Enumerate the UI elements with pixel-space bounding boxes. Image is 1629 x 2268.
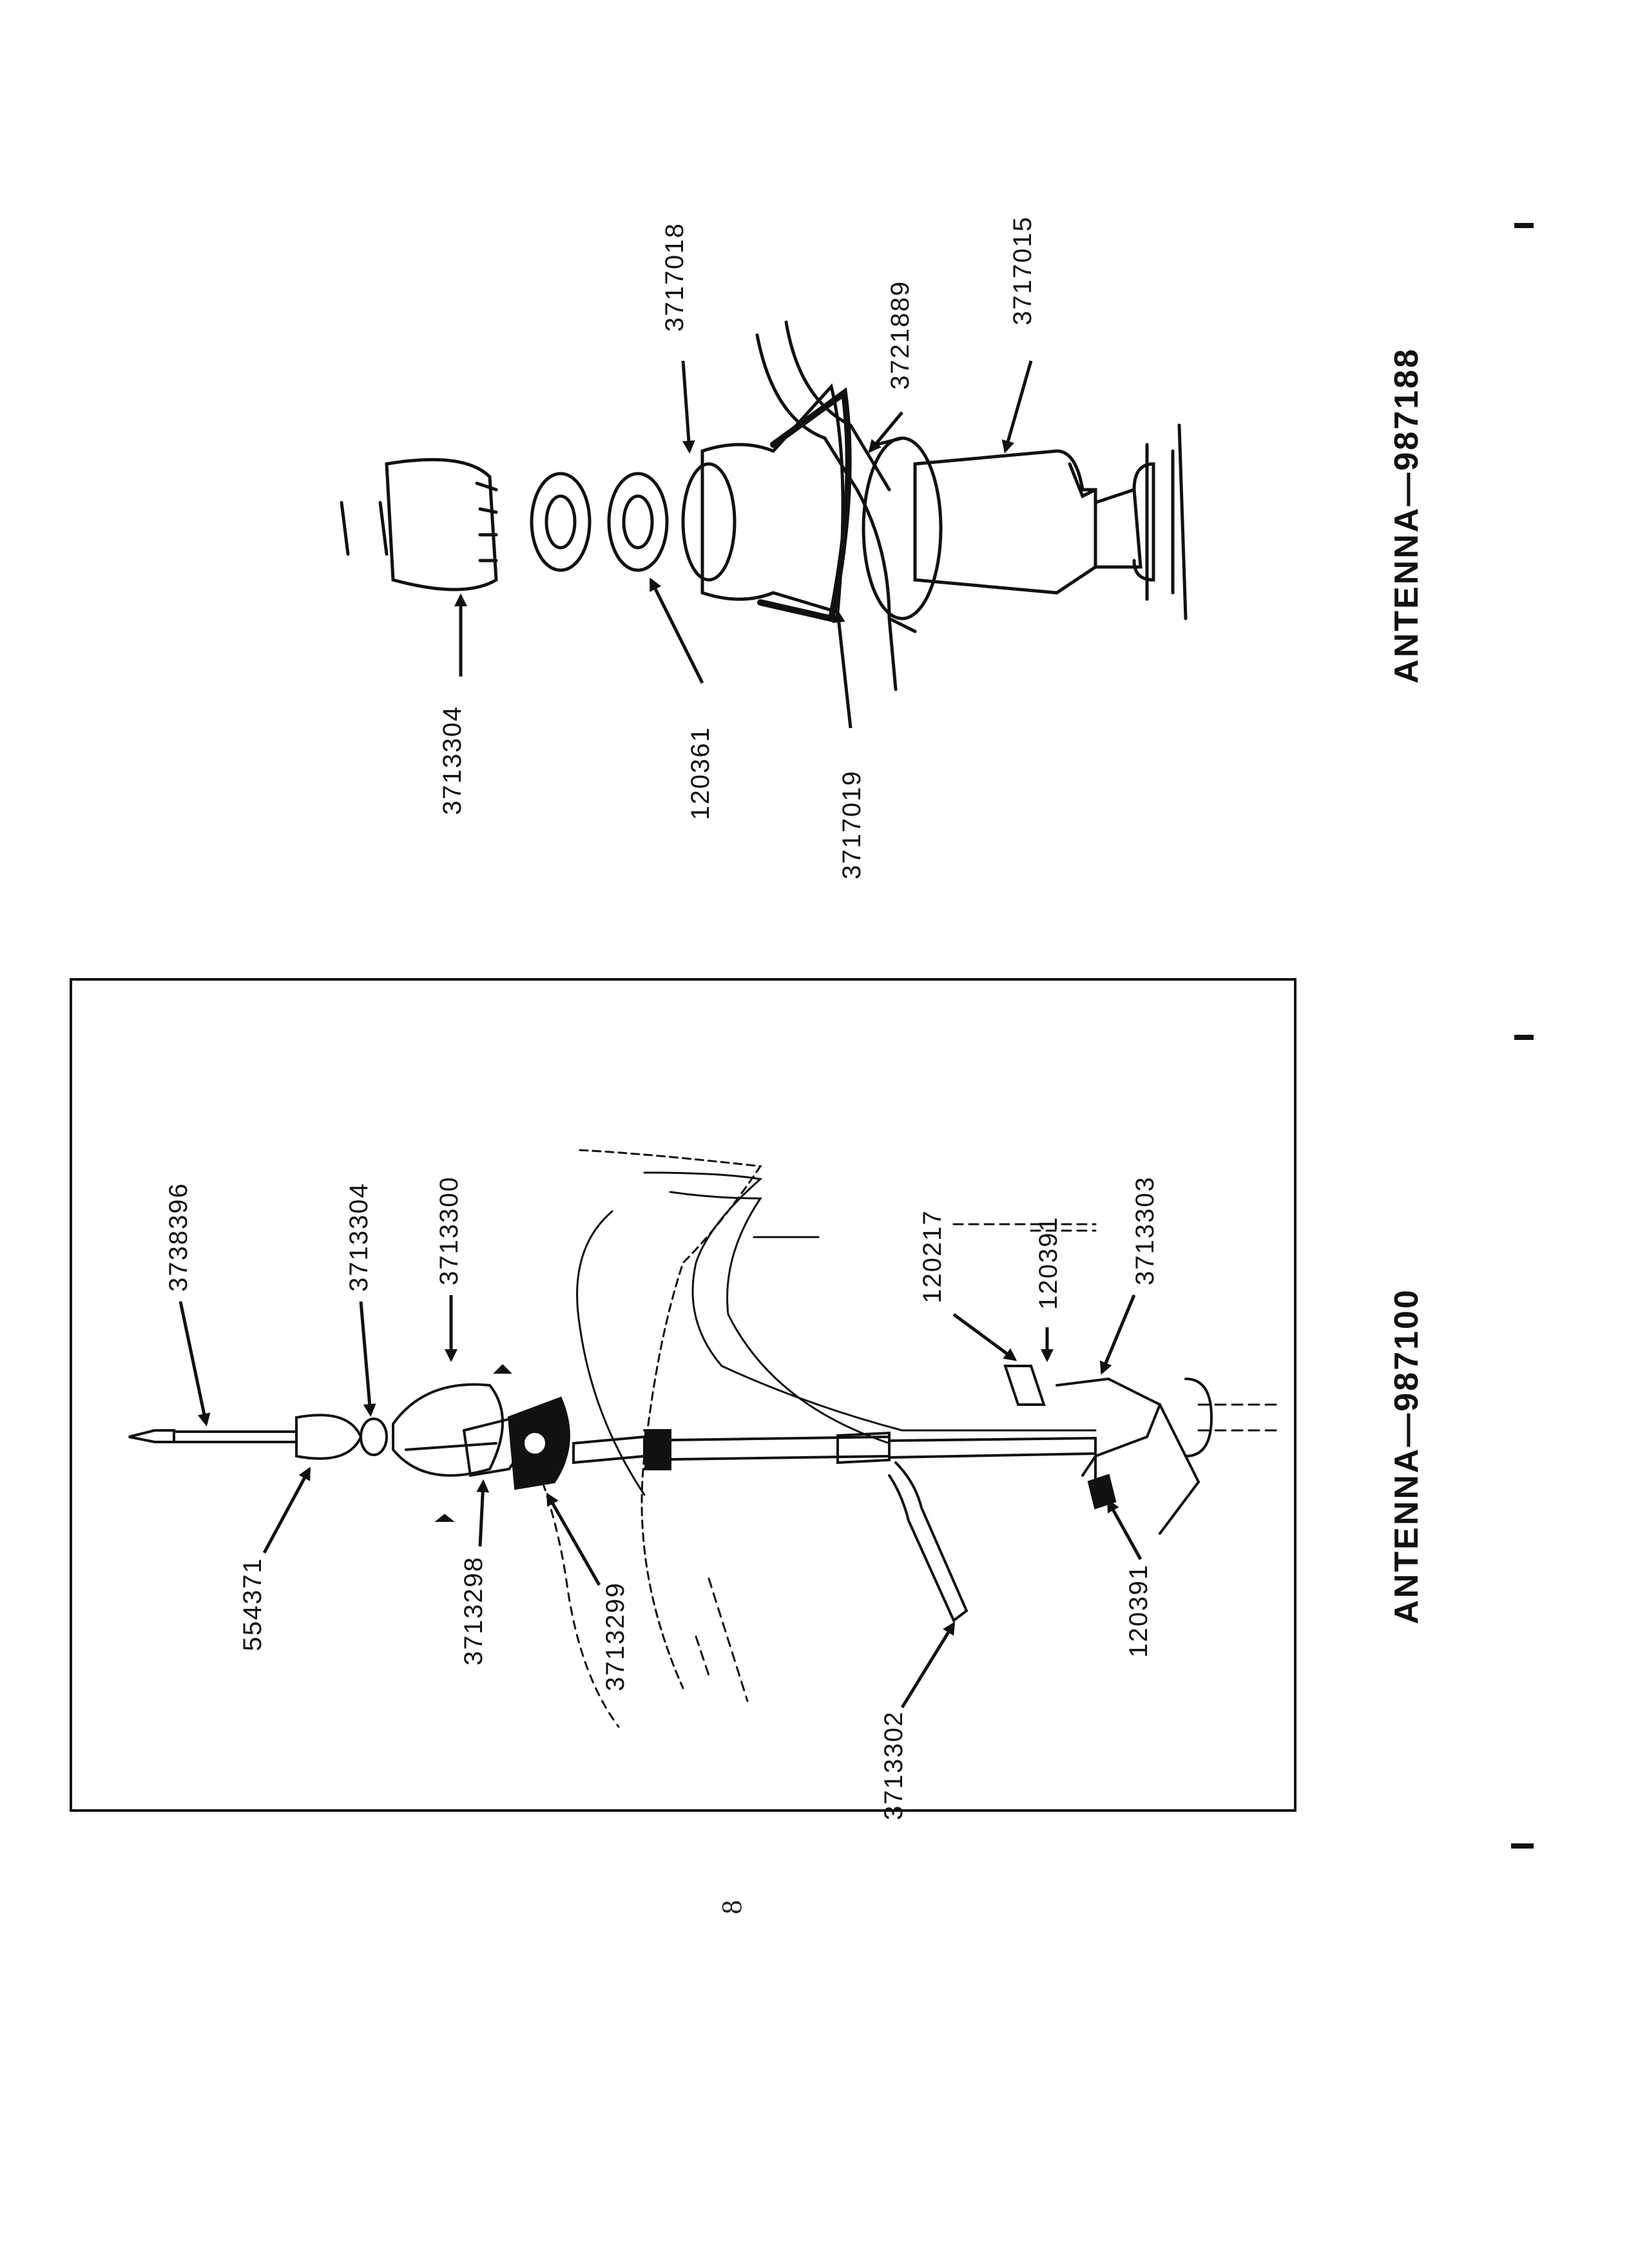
part-label-3713304-bottom: 3713304 bbox=[345, 1182, 373, 1292]
part-label-3738396: 3738396 bbox=[164, 1182, 193, 1292]
part-label-120361: 120361 bbox=[686, 726, 715, 820]
antenna-987100-diagram bbox=[129, 1150, 1276, 1727]
part-label-3721889: 3721889 bbox=[886, 280, 914, 390]
part-label-3713304-top: 3713304 bbox=[438, 706, 467, 815]
caption-antenna-987188: ANTENNA—987188 bbox=[1388, 347, 1425, 684]
part-label-120391-top: 120391 bbox=[1034, 1216, 1063, 1310]
caption-antenna-987100: ANTENNA—987100 bbox=[1388, 1288, 1425, 1624]
part-label-3717018: 3717018 bbox=[660, 222, 689, 332]
adapter-cone bbox=[702, 387, 843, 612]
cap-nut bbox=[387, 459, 496, 590]
part-label-120391-bottom: 120391 bbox=[1124, 1564, 1153, 1658]
part-label-3713299: 3713299 bbox=[601, 1582, 630, 1691]
part-label-554371: 554371 bbox=[238, 1557, 267, 1651]
part-label-3713303: 3713303 bbox=[1131, 1176, 1159, 1285]
part-label-3713298: 3713298 bbox=[459, 1556, 488, 1666]
page-number: 8 bbox=[716, 1900, 747, 1914]
part-label-3713300: 3713300 bbox=[435, 1176, 463, 1285]
part-label-3713302: 3713302 bbox=[880, 1711, 908, 1820]
antenna-987188-diagram bbox=[342, 322, 1186, 689]
part-label-120217: 120217 bbox=[918, 1209, 947, 1303]
margin-marks bbox=[1511, 226, 1534, 1846]
part-label-3717015: 3717015 bbox=[1008, 216, 1037, 325]
part-label-3717019: 3717019 bbox=[838, 770, 866, 879]
